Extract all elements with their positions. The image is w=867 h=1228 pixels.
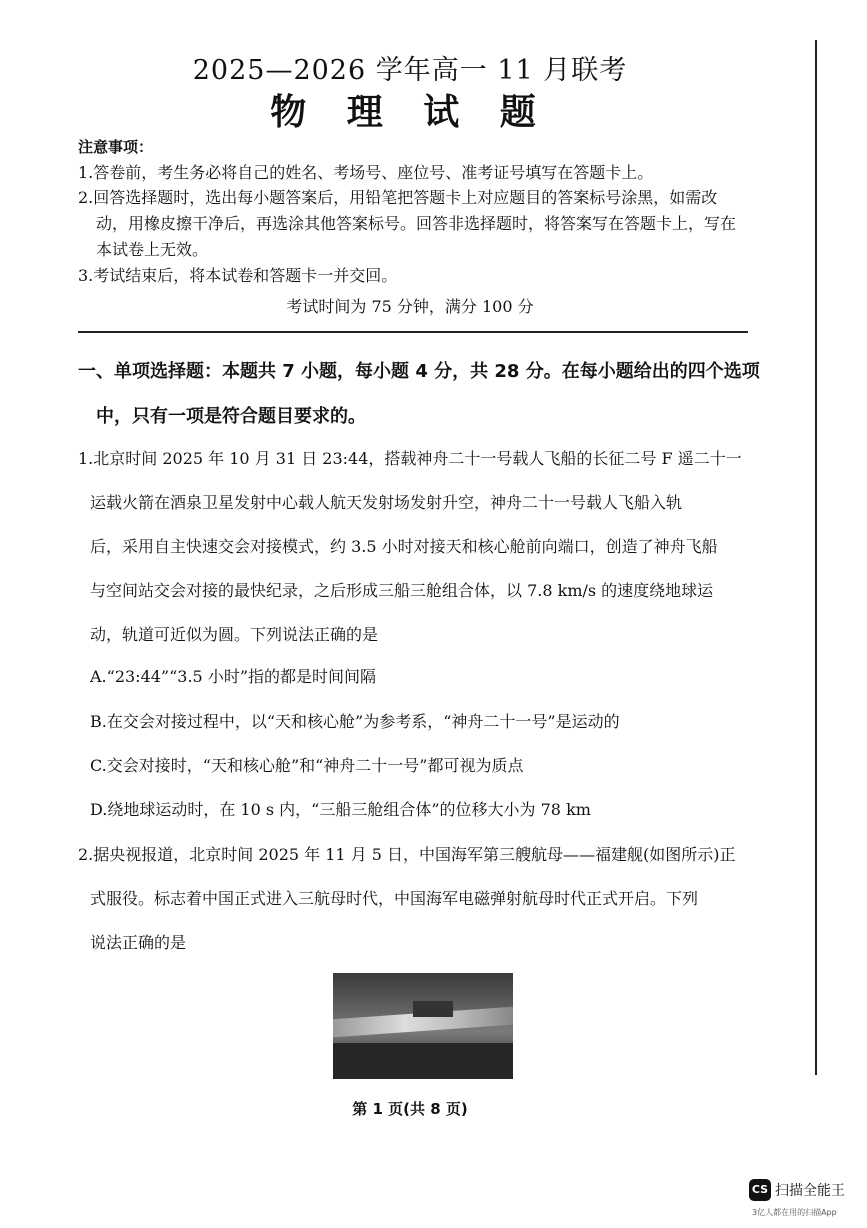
aircraft-carrier-photo: [333, 973, 513, 1079]
option-d: D.绕地球运动时，在 10 s 内，“三船三舱组合体”的位移大小为 78 km: [90, 800, 591, 819]
question-2-line: 式服役。标志着中国正式进入三航母时代，中国海军电磁弹射航母时代正式开启。下列: [90, 889, 699, 908]
exam-time-info: 考试时间为 75 分钟，满分 100 分: [286, 297, 534, 316]
note-item-1: 1.答卷前，考生务必将自己的姓名、考场号、座位号、准考证号填写在答题卡上。: [78, 163, 654, 182]
question-1-line: 后，采用自主快速交会对接模式，约 3.5 小时对接天和核心舱前向端口，创造了神舟飞船: [90, 537, 718, 556]
subject-title: 物 理 试 题: [270, 92, 550, 133]
question-1-line: 1.北京时间 2025 年 10 月 31 日 23:44，搭载神舟二十一号载人飞船的长征二号 F 遥二十一: [78, 449, 742, 468]
section-heading-line1: 一、单项选择题：本题共 7 小题，每小题 4 分，共 28 分。在每小题给出的四个选项: [78, 361, 760, 382]
page-number: 第 1 页(共 8 页): [352, 1100, 468, 1118]
question-1-line: 与空间站交会对接的最快纪录，之后形成三船三舱组合体，以 7.8 km/s 的速度绕地球运: [90, 581, 714, 600]
camscanner-logo-icon: CS: [749, 1179, 771, 1201]
margin-rule: [815, 40, 817, 1075]
option-a: A.“23:44”“3.5 小时”指的都是时间间隔: [90, 667, 377, 686]
sea-wake: [333, 1043, 513, 1079]
question-1-line: 动，轨道可近似为圆。下列说法正确的是: [90, 625, 379, 644]
carrier-island: [413, 1001, 453, 1017]
option-c: C.交会对接时，“天和核心舱”和“神舟二十一号”都可视为质点: [90, 756, 524, 775]
exam-title: 2025—2026 学年高一 11 月联考: [192, 55, 628, 86]
section-heading-line2: 中，只有一项是符合题目要求的。: [96, 406, 366, 427]
note-item-3: 3.考试结束后，将本试卷和答题卡一并交回。: [78, 266, 398, 285]
question-2-line: 说法正确的是: [90, 933, 187, 952]
camscanner-tagline: 3亿人都在用的扫描App: [752, 1208, 837, 1217]
notes-heading: 注意事项：: [78, 138, 154, 156]
camscanner-name: 扫描全能王: [775, 1183, 845, 1199]
option-b: B.在交会对接过程中，以“天和核心舱”为参考系，“神舟二十一号”是运动的: [90, 712, 620, 731]
question-2-line: 2.据央视报道，北京时间 2025 年 11 月 5 日，中国海军第三艘航母——福建舰(如图所示)正: [78, 845, 736, 864]
note-item-2: 2.回答选择题时，选出每小题答案后，用铅笔把答题卡上对应题目的答案标号涂黑，如需改 动，用橡皮擦干净后，再选涂其他答案标号。回答非选择题时，将答案写在答题卡上，写在 本试卷上无效。: [78, 188, 737, 259]
question-1-line: 运载火箭在酒泉卫星发射中心载人航天发射场发射升空，神舟二十一号载人飞船入轨: [90, 493, 683, 512]
divider: [78, 331, 748, 333]
